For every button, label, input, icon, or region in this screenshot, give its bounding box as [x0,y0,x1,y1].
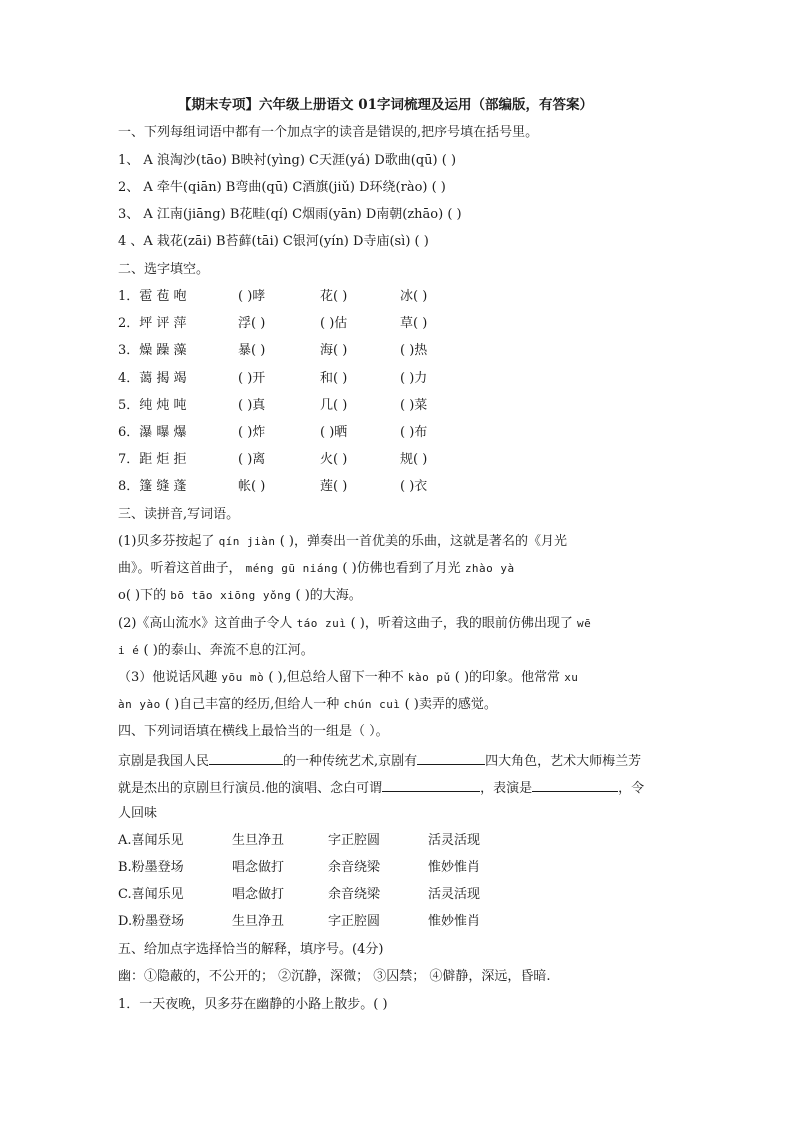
pinyin: qín jiàn [218,535,276,548]
option-a: C.喜闻乐见 [118,887,184,902]
passage-line [118,778,644,798]
option-d: 活灵活现 [428,833,481,848]
fill-row-chars: 6．瀑 曝 爆 [118,425,187,440]
fill-blank: ( )真 [238,398,266,413]
pinyin-paragraph-line [118,696,497,714]
pinyin: táo zuì [296,617,347,630]
option-b: 唱念做打 [232,887,285,902]
question-line: 1．一天夜晚，贝多芬在幽静的小路上散步。( ) [118,997,388,1012]
option-c: 余音绕梁 [328,860,381,875]
text: 四大角色，艺术大师梅兰芳 [485,754,642,769]
pinyin-paragraph-line [118,533,567,551]
fill-row-chars: 2．坪 评 萍 [118,316,187,331]
section-1-item: 4 、A 栽花(zāi) B苔藓(tāi) C银河(yín) D寺庙(sì) ( ) [118,234,429,249]
section-1-heading: 一、下列每组词语中都有一个加点字的读音是错误的,把序号填在括号里。 [118,125,539,140]
definition-line: 幽：①隐蔽的，不公开的； ②沉静，深微； ③囚禁； ④僻静，深远，昏暗. [118,969,551,984]
pinyin-paragraph-line [118,587,362,605]
text: 的一种传统艺术,京剧有 [283,754,418,769]
fill-blank: 帐( ) [238,479,266,494]
passage-line [118,751,641,771]
fill-row-chars: 5．纯 炖 吨 [118,398,187,413]
option-a: B.粉墨登场 [118,860,184,875]
fill-row-chars: 3．燥 躁 藻 [118,343,187,358]
answer-line [532,778,618,792]
fill-blank: ( )衣 [400,479,428,494]
pinyin-paragraph-line [118,669,578,687]
fill-row-chars: 4．蔼 揭 竭 [118,371,187,386]
fill-blank: ( )炸 [238,425,266,440]
pinyin: àn yào [118,698,161,711]
fill-blank: ( )开 [238,371,266,386]
pinyin-paragraph-line [118,615,591,633]
text: (1)贝多芬按起了 [118,534,215,549]
text: 曲》。听着这首曲子， [118,561,242,576]
fill-blank: 草( ) [400,316,428,331]
pinyin: méng gū niáng [245,562,339,575]
option-c: 余音绕梁 [328,887,381,902]
text: ( )自己丰富的经历,但给人一种 [164,697,340,712]
fill-blank: ( )布 [400,425,428,440]
option-d: 惟妙惟肖 [428,860,481,875]
answer-line [417,751,485,765]
text: (2)《高山流水》这首曲子令人 [118,616,293,631]
pinyin: chún cuì [343,698,401,711]
text: ，表演是 [480,781,533,796]
section-1-item: 1、 A 浪淘沙(tāo) B映衬(yìng) C天涯(yá) D歌曲(qū) ( ) [118,153,457,168]
option-b: 生旦净丑 [232,833,285,848]
pinyin: zhào yà [464,562,515,575]
fill-blank: ( )力 [400,371,428,386]
text: ，令 [618,781,645,796]
fill-blank: 海( ) [320,343,348,358]
pinyin: wē [576,617,592,630]
section-2-heading: 二、选字填空。 [118,262,210,277]
fill-blank: ( )离 [238,452,266,467]
fill-blank: 几( ) [320,398,348,413]
text: （3）他说话风趣 [118,670,218,685]
option-c: 字正腔圆 [328,833,381,848]
fill-blank: 莲( ) [320,479,348,494]
pinyin: bō tāo xiōng yǒng [170,589,292,602]
text: ( )，弹奏出一首优美的乐曲，这就是著名的《月光 [279,534,567,549]
section-1-item: 3、 A 江南(jiāng) B花畦(qí) C烟雨(yān) D南朝(zhāo) ( ) [118,207,462,222]
text: ( )，听着这曲子，我的眼前仿佛出现了 [350,616,573,631]
section-3-heading: 三、读拼音,写词语。 [118,507,240,522]
pinyin-paragraph-line [118,642,314,660]
section-5-heading: 五、给加点字选择恰当的解释，填序号。(4分) [118,942,384,957]
pinyin: yōu mò [221,671,265,684]
option-d: 惟妙惟肖 [428,914,481,929]
fill-blank: ( )估 [320,316,348,331]
text: 京剧是我国人民 [118,754,210,769]
section-1-item: 2、 A 牵牛(qiān) B弯曲(qū) C酒旗(jiǔ) D环绕(rào) ( ) [118,180,446,195]
page-title: 【期末专项】六年级上册语文 01字词梳理及运用（部编版，有答案） [178,97,593,113]
fill-blank: 冰( ) [400,289,428,304]
answer-line [382,778,480,792]
fill-blank: 花( ) [320,289,348,304]
fill-blank: ( )热 [400,343,428,358]
fill-row-chars: 1．雹 苞 咆 [118,289,187,304]
pinyin-paragraph-line [118,560,515,578]
text: 就是杰出的京剧旦行演员.他的演唱、念白可谓 [118,781,383,796]
text: ( )仿佛也看到了月光 [342,561,461,576]
text: ( )的泰山、奔流不息的江河。 [143,643,314,658]
fill-blank: 火( ) [320,452,348,467]
fill-blank: ( )菜 [400,398,428,413]
option-b: 生旦净丑 [232,914,285,929]
text: ( )的印象。他常常 [454,670,561,685]
fill-blank: ( )晒 [320,425,348,440]
text: ( ),但总给人留下一种不 [268,670,404,685]
pinyin: xu [564,671,579,684]
fill-blank: 规( ) [400,452,428,467]
option-a: A.喜闻乐见 [118,833,184,848]
answer-line [209,751,283,765]
fill-row-chars: 8．篷 缝 蓬 [118,479,187,494]
fill-blank: 浮( ) [238,316,266,331]
fill-blank: ( )哮 [238,289,266,304]
option-d: 活灵活现 [428,887,481,902]
option-a: D.粉墨登场 [118,914,185,929]
pinyin: kào pǔ [407,671,451,684]
option-b: 唱念做打 [232,860,285,875]
passage-line: 人回味 [118,806,158,821]
pinyin: i é [118,644,140,657]
section-4-heading: 四、下列词语填在横线上最恰当的一组是（ ）。 [118,724,389,739]
fill-blank: 和( ) [320,371,348,386]
text: ( )卖弄的感觉。 [404,697,497,712]
fill-row-chars: 7．距 炬 拒 [118,452,187,467]
option-c: 字正腔圆 [328,914,381,929]
text: o( )下的 [118,588,167,603]
text: ( )的大海。 [295,588,362,603]
fill-blank: 暴( ) [238,343,266,358]
